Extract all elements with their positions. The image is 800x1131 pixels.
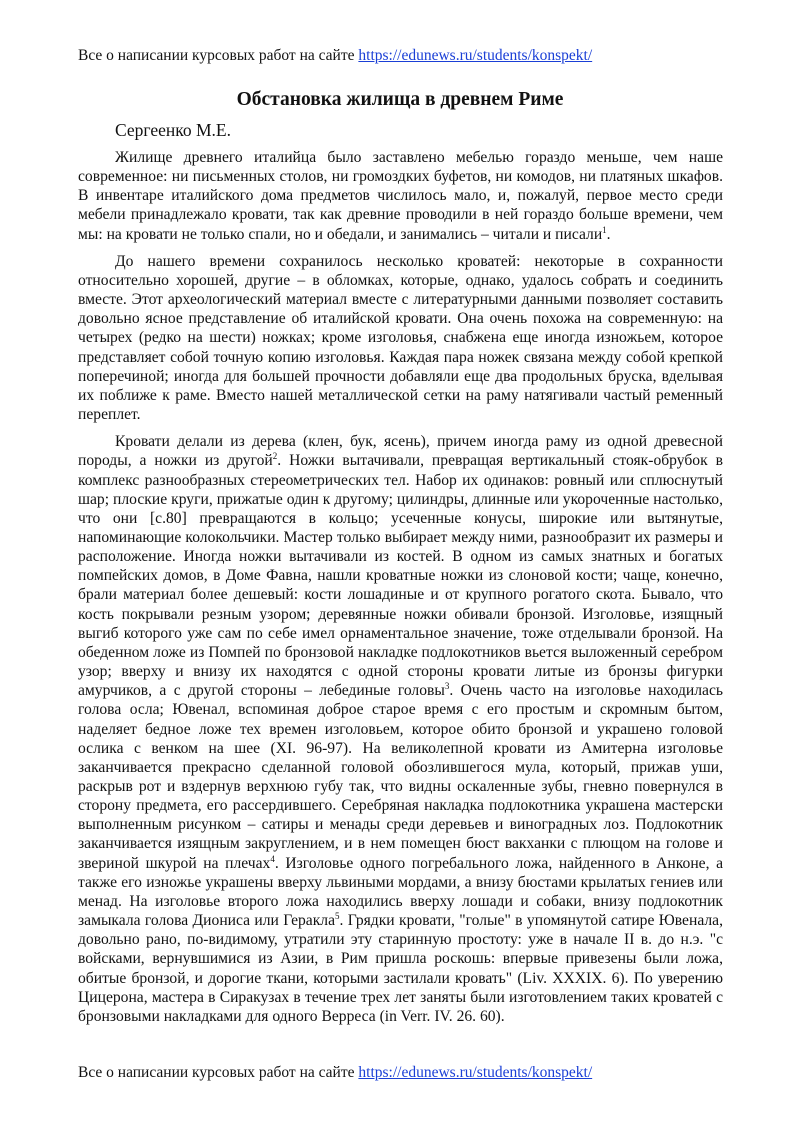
paragraph-3: Кровати делали из дерева (клен, бук, ясень), причем иногда раму из одной древесной породы, а ножки из другой$^2$. Ножки вытачивали, превращая вертикальный стояк-обрубок в комплекс разнообразных стереометрических тел. Набор их одинаков: ровный или сплюснутый шар; плоские круги, прижатые один к другому; цилиндры, длинные или укороченные настолько, что они [c.80] превращаются в кольцо; усеченные конусы, широкие или вытянутые, напоминающие колокольчики. Мастер только выбирает между ними, разнообразит их размеры и расположение. Иногда ножки вытачивали из костей. В одном из самых знатных и богатых помпейских домов, в Доме Фавна, нашли кроватные ножки из слоновой кости; чаще, конечно, брали материал более дешевый: кости лошадиные и от крупного рогатого скота. Бывало, что кость покрывали резным узором; деревянные ножки обивали бронзой. Изголовье, изящный выгиб которого уже сам по себе имел орнаментальное значение, тоже отделывали бронзой. На обеденном ложе из Помпей по бронзовой накладке подлокотников вьется выложенный серебром узор; вверху и внизу их находятся с одной стороны кровати литые из бронзы фигурки амурчиков, а с другой стороны – лебединые головы$^3$. Очень часто на изголовье находилась голова осла; Ювенал, вспоминая доброе старое время с его простым и скромным бытом, наделяет бедное ложе тех времен изголовьем, которое обито бронзой и украшено головой ослика с венком на шее (XI. 96-97). На великолепной кровати из Амитерна изголовье заканчивается прекрасно сделанной головой обозлившегося мула, который, прижав уши, раскрыв рот и вздернув верхнюю губу так, что видны оскаленные зубы, гневно повернулся в сторону предмета, его рассердившего. Серебряная накладка подлокотника украшена мастерски выполненным рисунком – сатиры и менады среди деревьев и виноградных лоз. Подлокотник заканчивается изящным закруглением, и в нем помещен бюст вакханки с плющом на голове и звериной шкурой на плечах$^4$. Изголовье одного погребального ложа, найденного в Анконе, а также его изножье украшены вверху львиными мордами, а внизу бюстами крылатых гениев или менад. На изголовье второго ложа находились вверху лошади и собаки, внизу подлокотник замыкала голова Диониса или Геракла$^5$. Грядки кровати, "голые" в упомянутой сатире Ювенала, довольно рано, по-видимому, утратили эту старинную простоту: уже в начале II в. до н.э. "с войсками, вернувшимися из Азии, в Рим пришла роскошь: впервые привезены были ложа, обитые бронзой, и дорогие ткани, которыми застилали кровать" (Liv. XXXIX. 6). По уверению Цицерона, мастера в Сиракузах в течение трех лет заняты были изготовлением таких кроватей с бронзовыми накладками для одного Верреса (in Verr. IV. 26. 60). (78, 433, 724, 1025)
author-name: Сергеенко М.Е. (115, 120, 231, 140)
footer-link[interactable]: https://edunews.ru/students/konspekt/ (358, 1064, 593, 1081)
footnote-ref-3[interactable]: 3 (444, 681, 450, 692)
page-header (78, 47, 592, 65)
paragraph-1: Жилище древнего италийца было заставлено мебелью гораздо меньше, чем наше современное: ни письменных столов, ни громоздких буфетов, ни комодов, ни платяных шкафов. В инвентаре италийского дома предметов числилось мало, и, пожалуй, первое место среди мебели принадлежало кровати, так как древние проводили в ней гораздо больше времени, чем мы: на кровати не только спали, но и обедали, и занимались – читали и писали$^1$. (78, 149, 723, 243)
document-body (78, 148, 723, 1026)
footnote-ref-5[interactable]: 5 (335, 910, 340, 921)
footer-text: Все о написании курсовых работ на сайте (78, 1064, 359, 1081)
footnote-ref-2[interactable]: 2 (272, 451, 278, 462)
page-footer (78, 1064, 592, 1082)
paragraph-2: До нашего времени сохранилось несколько кроватей: некоторые в сохранности относительно хорошей, другие – в обломках, которые, однако, удалось собрать и соединить вместе. Этот археологический материал вместе с литературными данными позволяет составить довольно ясное представление об италийской кровати. Она очень похожа на современную: на четырех (редко на шести) ножках; кроме изголовья, снабжена еще иногда изножьем, которое представляет собой точную копию изголовья. Каждая пара ножек связана между собой крепкой поперечиной; иногда для большей прочности добавляли еще два продольных бруска, вделывая их поближе к раме. Вместо нашей металлической сетки на раму натягивали частый ременный переплет. (78, 252, 723, 424)
header-link[interactable]: https://edunews.ru/students/konspekt/ (358, 47, 593, 64)
footnote-ref-4[interactable]: 4 (270, 853, 275, 864)
header-text: Все о написании курсовых работ на сайте (78, 47, 359, 64)
footnote-ref-1[interactable]: 1 (602, 224, 607, 235)
document-title: Обстановка жилища в древнем Риме (236, 89, 564, 110)
